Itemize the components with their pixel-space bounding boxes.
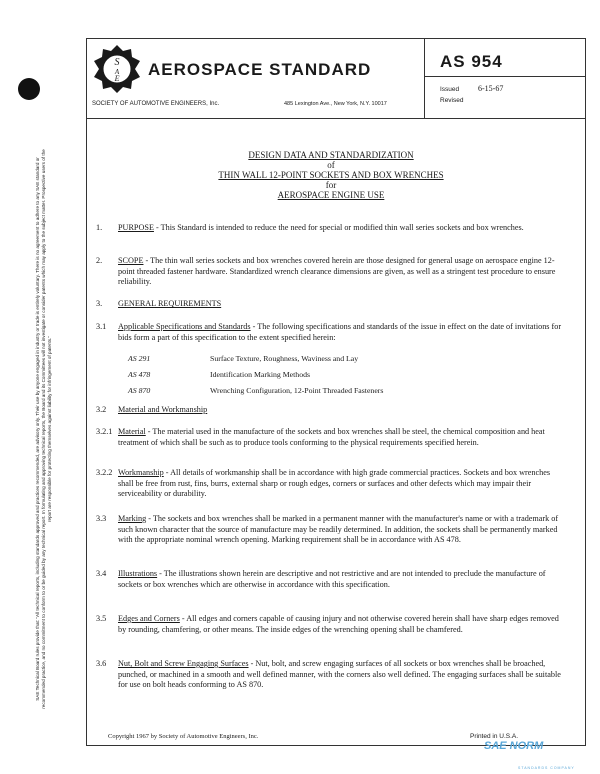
spec-title: Surface Texture, Roughness, Waviness and Lay [210,354,359,363]
standard-number: AS 954 [440,52,503,71]
society-name: SOCIETY OF AUTOMOTIVE ENGINEERS, Inc. [92,101,220,107]
issued-label: Issued [440,86,460,93]
header-divider [86,118,586,119]
spec-title: Wrenching Configuration, 12-Point Threaded Fasteners [210,386,384,395]
revised-label: Revised [440,97,464,104]
section-title: Edges and Corners [118,614,180,623]
section-number: 2. [96,256,103,265]
section-number: 3.2.2 [96,468,113,477]
section-text: - This Standard is intended to reduce the need for special or modified thin wall series sockets and box wrenches. [153,223,524,232]
watermark-subtitle: STANDARDS COMPANY [518,766,575,770]
section-title: Marking [118,514,147,523]
section-title: Nut, Bolt and Screw Engaging Surfaces [118,659,249,668]
heading-line-2: of [327,160,335,170]
document-heading [96,150,566,200]
section-number: 3.6 [96,659,107,668]
section-text: - The material used in the manufacture of the sockets and box wrenches shall be steel, the chemical composition and heat treatment of which shall be such as to produce tools conforming to the physical requirements specified herein. [118,427,545,447]
section-number: 3. [96,299,103,308]
section-text: - The thin wall series sockets and box wrenches covered herein are those designed for general usage on aerospace engine 12-point threaded fastener hardware. Standardized wrench clearance dimensions are given, as well as a stringent test procedure to ensure reliability. [118,256,556,286]
section-title: Applicable Specifications and Standards [118,322,251,331]
section-number: 3.3 [96,514,107,523]
number-box-divider [424,76,586,77]
section-number: 3.2.1 [96,427,113,436]
section-number: 1. [96,223,103,232]
standard-title: AEROSPACE STANDARD [148,60,372,79]
section-text: - The following specifications and standards of the issue in effect on the date of invitations for bids form a part of this specification to the extent specified herein: [118,322,562,342]
section-title: SCOPE [118,256,144,265]
issued-date: 6-15-67 [478,84,504,93]
section-number: 3.5 [96,614,107,623]
section-title: Material and Workmanship [118,405,208,414]
section-title: Material [118,427,146,436]
section-text: - All details of workmanship shall be in accordance with high grade commercial practices. Sockets and box wrenches shall be free from rust, fins, burrs, external sharp or rough edges, corners or surfaces and other defects which may impair their serviceability or durability. [118,468,551,498]
spec-code: AS 478 [128,370,151,379]
section-title: Workmanship [118,468,164,477]
header-vertical-divider [424,38,425,118]
spec-title: Identification Marking Methods [210,370,311,379]
sae-logo [92,42,142,94]
section-number: 3.4 [96,569,107,578]
section-text: - The sockets and box wrenches shall be marked in a permanent manner with the manufacturer's name or with a trademark of such known character that the source of manufacture may be readily determined. In addition, the sockets shall be permanently marked with the appropriate nominal wrench opening. Marking requirement shall be in accordance with AS 478. [118,514,559,544]
society-address: 485 Lexington Ave., New York, N.Y. 10017 [284,101,387,107]
section-text: - All edges and corners capable of causing injury and not otherwise covered herein shall have sharp edges removed by rounding, chamfering, or other means. The inside edges of the wrenching opening shall be chamfered. [118,614,559,634]
copyright-notice: Copyright 1967 by Society of Automotive Engineers, Inc. [108,733,259,740]
section-number: 3.2 [96,405,107,414]
heading-line-1: DESIGN DATA AND STANDARDIZATION [248,150,414,160]
logo-letter-e: E [114,74,120,83]
section-text: - Nut, bolt, and screw engaging surfaces of all sockets or box wrenches shall be broached, punched, or machined in a smooth and well defined manner, with the corners also well defined. The engaging surfaces shall be suitable for use on bolt heads conforming to AS 870. [118,659,561,689]
section-title: GENERAL REQUIREMENTS [118,299,222,308]
section-number: 3.1 [96,322,107,331]
section-title: PURPOSE [118,223,154,232]
binder-hole [18,78,40,100]
watermark-logo: SAE NORM [484,740,544,752]
spec-code: AS 291 [128,354,151,363]
section-title: Illustrations [118,569,158,578]
logo-letter-a: A [114,68,120,76]
printed-in: Printed in U.S.A. [470,733,519,740]
heading-line-4: for [325,180,337,190]
spec-code: AS 870 [128,386,151,395]
legal-notice-sidebar: SAE Technical Board rules provide that: "All technical reports, including standards approved and practices recommended, are advisory only. Their use by anyone engaged in industry or trade is entirely voluntary. There is no agreement to adhere to any SAE standard or recommended practice, and no commitment to conform to or be guided by any technical report. In formulating and approving technical reports, the Board and its Committees will not investigate or consider patents which may apply to the subject matter. Prospective users of the report are responsible for protecting themselves against liability for infringement of patents." [35,149,52,709]
logo-letter-s: S [114,57,120,68]
heading-line-3: THIN WALL 12-POINT SOCKETS AND BOX WRENCHES [218,170,444,180]
heading-line-5: AEROSPACE ENGINE USE [277,190,385,200]
section-text: - The illustrations shown herein are descriptive and not restrictive and are not intended to preclude the manufacture of sockets or box wrenches which are otherwise in accordance with this specification. [118,569,546,589]
